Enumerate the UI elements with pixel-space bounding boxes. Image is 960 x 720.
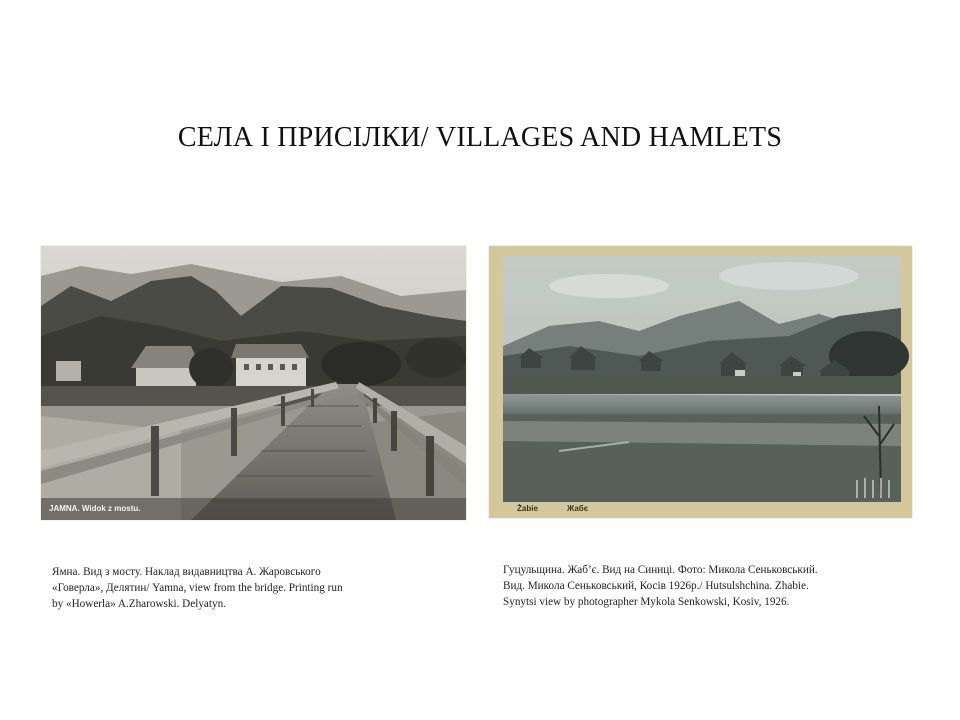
bridge-photo — [41, 246, 466, 520]
village-postcard-caption-cyrillic: Жабє — [567, 504, 589, 513]
caption-line: Гуцульщина. Жаб’є. Вид на Синиці. Фото: Микола Сеньковський. — [503, 564, 818, 576]
bridge-photo-caption — [52, 564, 452, 612]
village-photo — [489, 246, 912, 518]
caption-line: Ямна. Вид з мосту. Наклад видавництва А. Жаровського — [52, 566, 321, 578]
caption-line: «Говерла», Делятин/ Yamna, view from the bridge. Printing run — [52, 582, 343, 594]
village-photo-image — [489, 246, 912, 518]
bridge-postcard-caption: JAMNA. Widok z mostu. — [49, 504, 141, 513]
village-photo-caption — [503, 562, 923, 610]
bridge-photo-image — [41, 246, 466, 520]
caption-line: Вид. Микола Сеньковський, Косів 1926р./ Hutsulshchina. Zhabie. — [503, 580, 809, 592]
slide-title: СЕЛА І ПРИСІЛКИ/ VILLAGES AND HAMLETS — [177, 122, 783, 153]
caption-line: Synytsi view by photographer Mykola Senkowski, Kosiv, 1926. — [503, 596, 790, 608]
caption-line: by «Howerla» A.Zharowski. Delyatyn. — [52, 598, 226, 610]
village-postcard-caption-latin: Żabie — [517, 504, 538, 513]
